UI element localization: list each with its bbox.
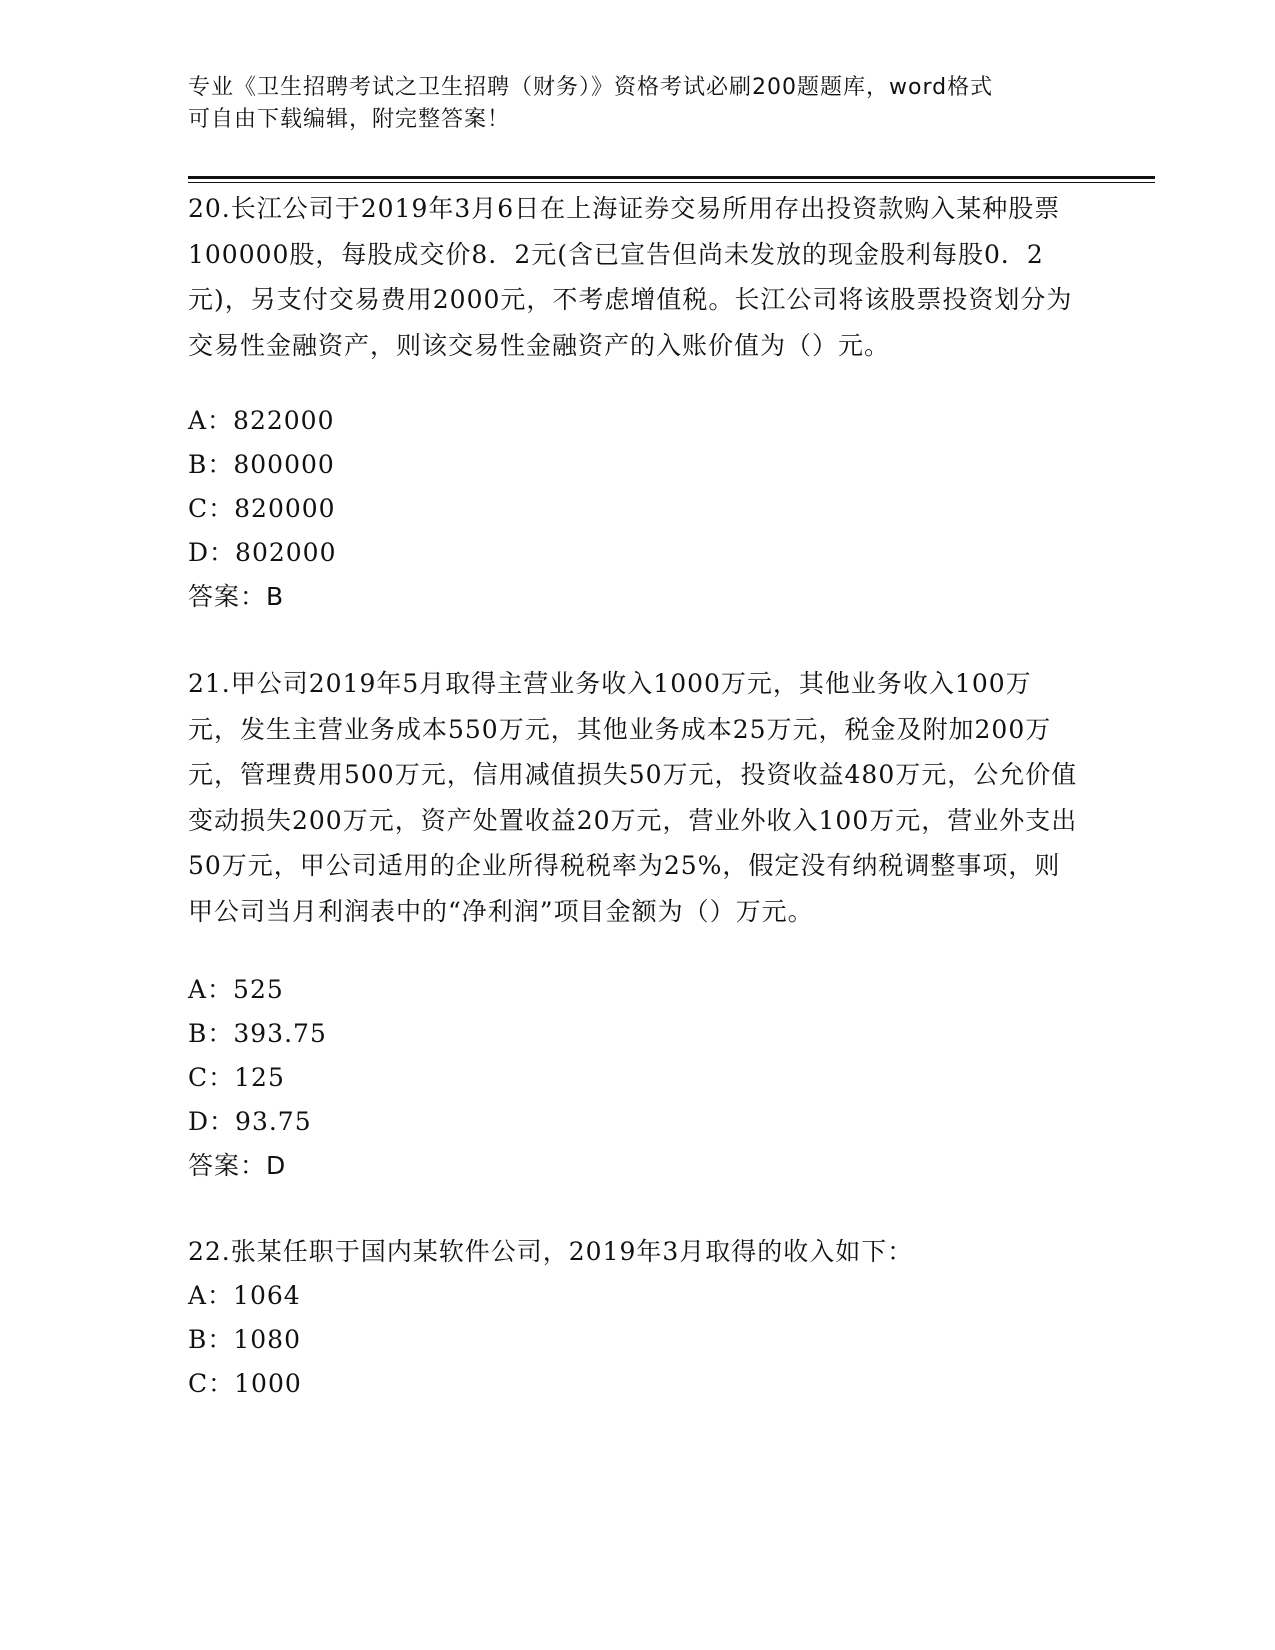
question-21-option-b: B：393.75 xyxy=(188,1019,327,1048)
question-21-option-a: A：525 xyxy=(188,975,284,1004)
question-20-answer: 答案：B xyxy=(188,582,285,611)
question-22-option-b: B：1080 xyxy=(188,1325,301,1354)
question-21-stem: 21.甲公司2019年5月取得主营业务收入1000万元，其他业务收入100万元，发生主营业务成本550万元，其他业务成本25万元，税金及附加200万元，管理费用500万元，信用减值损失50万元，投资收益480万元，公允价值变动损失200万元，资产处置收益20万元，营业外收入100万元，营业外支出50万元，甲公司适用的企业所得税税率为25%，假定没有纳税调整事项，则甲公司当月利润表中的“净利润”项目金额为（）万元。 xyxy=(188,669,1078,926)
question-20-option-d: D：802000 xyxy=(188,538,337,567)
question-21-answer: 答案：D xyxy=(188,1151,287,1180)
question-20-option-c: C：820000 xyxy=(188,494,336,523)
question-22-stem: 22.张某任职于国内某软件公司，2019年3月取得的收入如下： xyxy=(188,1237,914,1266)
question-21-option-d: D：93.75 xyxy=(188,1107,312,1136)
question-20-option-a: A：822000 xyxy=(188,406,335,435)
question-22-option-a: A：1064 xyxy=(188,1281,301,1310)
header-title-line-2: 可自由下载编辑，附完整答案！ xyxy=(188,107,511,132)
question-22-option-c: C：1000 xyxy=(188,1369,302,1398)
question-20-stem: 20.长江公司于2019年3月6日在上海证券交易所用存出投资款购入某种股票100000股，每股成交价8．2元(含已宣告但尚未发放的现金股利每股0．2元)，另支付交易费用2000元，不考虑增值税。长江公司将该股票投资划分为交易性金融资产，则该交易性金融资产的入账价值为（）元。 xyxy=(188,194,1073,360)
question-21-option-c: C：125 xyxy=(188,1063,285,1092)
header-rule-thick xyxy=(188,176,1155,179)
document-header xyxy=(188,72,1088,136)
header-rule-thin xyxy=(188,182,1155,183)
question-20-option-b: B：800000 xyxy=(188,450,335,479)
header-title-line-1: 专业《卫生招聘考试之卫生招聘（财务）》资格考试必刷200题题库，word格式 xyxy=(188,75,994,100)
